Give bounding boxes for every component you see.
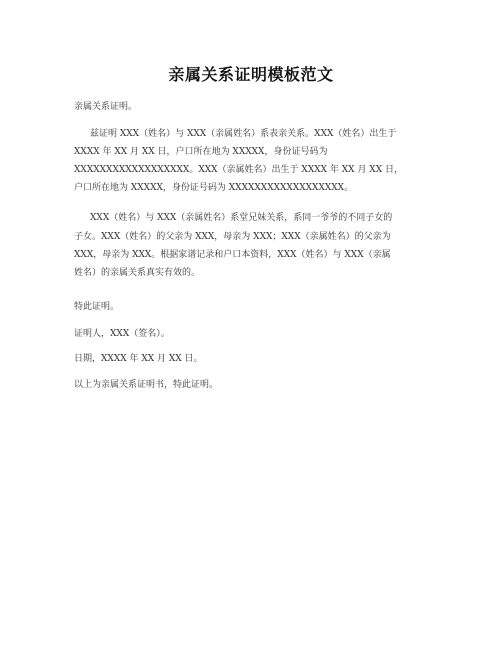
greeting-line: 亲属关系证明。 bbox=[74, 102, 138, 112]
para1-line-2: XXXX 年 XX 月 XX 日，户口所在地为 XXXXX，身份证号码为 bbox=[74, 147, 328, 157]
para2-line-1: XXX（姓名）与 XXX（亲属姓名）系堂兄妹关系，系同一爷爷的不同子女的 bbox=[90, 213, 393, 223]
closing-line: 以上为亲属关系证明书，特此证明。 bbox=[74, 380, 219, 390]
witness-line: 证明人，XXX（签名）。 bbox=[74, 329, 170, 339]
para1-line-3: XXXXXXXXXXXXXXXXXX。XXX（亲属姓名）出生于 XXXX 年 XX 月 XX 日， bbox=[74, 165, 403, 175]
special-statement: 特此证明。 bbox=[74, 302, 120, 312]
para2-line-3: XXX，母亲为 XXX。根据家谱记录和户口本资料，XXX（姓名）与 XXX（亲属 bbox=[74, 250, 391, 260]
para1-line-1: 兹证明 XXX（姓名）与 XXX（亲属姓名）系表亲关系。XXX（姓名）出生于 bbox=[90, 129, 397, 139]
document-title: 亲属关系证明模板范文 bbox=[168, 65, 334, 84]
date-line: 日期，XXXX 年 XX 月 XX 日。 bbox=[74, 354, 203, 364]
para2-line-4: 姓名）的亲属关系真实有效的。 bbox=[74, 268, 201, 278]
para1-line-4: 户口所在地为 XXXXX，身份证号码为 XXXXXXXXXXXXXXXXXX。 bbox=[74, 183, 354, 193]
para2-line-2: 子女。XXX（姓名）的父亲为 XXX，母亲为 XXX；XXX（亲属姓名）的父亲为 bbox=[74, 232, 391, 242]
